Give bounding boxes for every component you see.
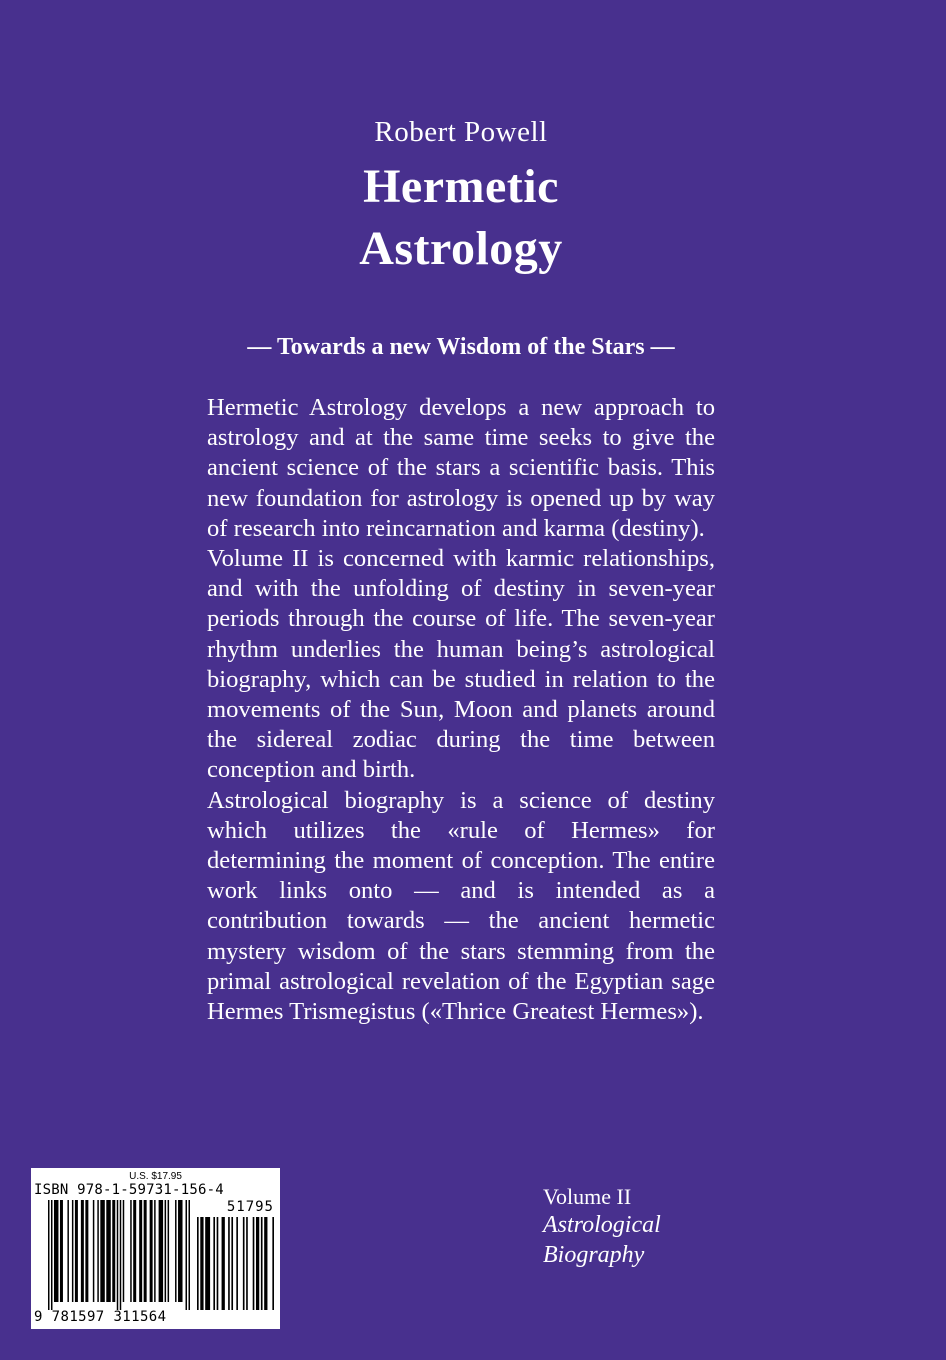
book-title xyxy=(0,156,922,280)
barcode-bar xyxy=(165,1200,166,1302)
barcode-bar xyxy=(72,1200,73,1302)
barcode-bar xyxy=(48,1200,49,1310)
volume-title xyxy=(543,1210,661,1270)
barcode-digits: 9 781597 311564 xyxy=(34,1309,167,1325)
book-title-line-1: Hermetic xyxy=(363,160,559,213)
barcode-bar xyxy=(144,1200,147,1302)
barcode-bar xyxy=(175,1200,176,1302)
barcode-bar xyxy=(154,1200,155,1302)
barcode-bar xyxy=(178,1200,182,1302)
price-addon-bars xyxy=(197,1217,274,1310)
barcode-bar xyxy=(236,1217,238,1310)
barcode-bar xyxy=(81,1200,84,1302)
barcode-bar xyxy=(139,1200,142,1302)
barcode-bar xyxy=(97,1200,98,1302)
barcode-bar xyxy=(217,1217,219,1310)
barcode-bar xyxy=(93,1200,94,1302)
barcode-bar xyxy=(112,1200,115,1302)
barcode-bar xyxy=(123,1200,124,1302)
barcode-bar xyxy=(75,1200,78,1302)
book-subtitle: — Towards a new Wisdom of the Stars — xyxy=(247,334,675,360)
description-paragraph-3: Astrological biography is a science of destiny which utilizes the «rule of Hermes» for determining the moment of conception. The entire work links onto — and is intended as a contribution towards — the ancient hermetic mystery wisdom of the stars stemming from the primal astrological revelation of the Egyptian sage Hermes Trismegistus («Thrice Greatest Hermes»). xyxy=(207,786,715,1026)
barcode-bar xyxy=(133,1200,136,1302)
barcode-bar xyxy=(246,1217,248,1310)
description-paragraph-1: Hermetic Astrology develops a new approach to astrology and at the same time seeks to give the ancient science of the stars a scientific basis. This new foundation for astrology is opened up by way of research into reincarnation and karma (destiny). xyxy=(207,394,715,542)
ean-barcode-bars xyxy=(48,1200,190,1310)
description-paragraph-2: Volume II is concerned with karmic relationships, and with the unfolding of destiny in seven-year periods through the course of life. The seven-year rhythm underlies the human being’s astrological biography, which can be studied in relation to the movements of the Sun, Moon and planets around the sidereal zodiac during the time between conception and birth. xyxy=(207,545,715,784)
barcode-bar xyxy=(106,1200,110,1302)
volume-label: Volume II xyxy=(543,1184,632,1209)
barcode-bar xyxy=(51,1200,52,1310)
barcode-bar xyxy=(117,1200,118,1310)
barcode-bar xyxy=(231,1217,233,1310)
author-name: Robert Powell xyxy=(374,116,548,148)
barcode-bar xyxy=(213,1217,215,1310)
volume-title-line-2: Biography xyxy=(543,1242,645,1268)
barcode-bar xyxy=(120,1200,121,1310)
price-label: U.S. $17.95 xyxy=(129,1171,182,1182)
barcode-bar xyxy=(272,1217,274,1310)
barcode-bar xyxy=(200,1217,203,1310)
barcode-bar xyxy=(130,1200,131,1302)
barcode-bar xyxy=(186,1200,187,1310)
barcode-bar xyxy=(168,1200,169,1302)
barcode-bar xyxy=(60,1200,63,1302)
barcode-bar xyxy=(256,1217,259,1310)
isbn-number: ISBN 978-1-59731-156-4 xyxy=(34,1182,224,1198)
barcode-bar xyxy=(189,1200,190,1310)
barcode-bar xyxy=(261,1217,263,1310)
barcode-bar xyxy=(205,1217,210,1310)
isbn-barcode xyxy=(31,1168,280,1329)
barcode-bar xyxy=(222,1217,225,1310)
barcode-bar xyxy=(243,1217,245,1310)
barcode-bar xyxy=(54,1200,58,1302)
barcode-bar xyxy=(85,1200,88,1302)
barcode-bar xyxy=(150,1200,153,1302)
price-code: 51795 xyxy=(226,1199,274,1215)
barcode-bar xyxy=(228,1217,230,1310)
barcode-bar xyxy=(159,1200,163,1302)
volume-title-line-1: Astrological xyxy=(543,1212,661,1238)
barcode-bar xyxy=(100,1200,104,1302)
book-description xyxy=(207,393,715,1027)
barcode-bar xyxy=(264,1217,267,1310)
barcode-bar xyxy=(253,1217,255,1310)
book-title-line-2: Astrology xyxy=(359,222,563,275)
barcode-bar xyxy=(67,1200,68,1302)
barcode-bar xyxy=(197,1217,199,1310)
